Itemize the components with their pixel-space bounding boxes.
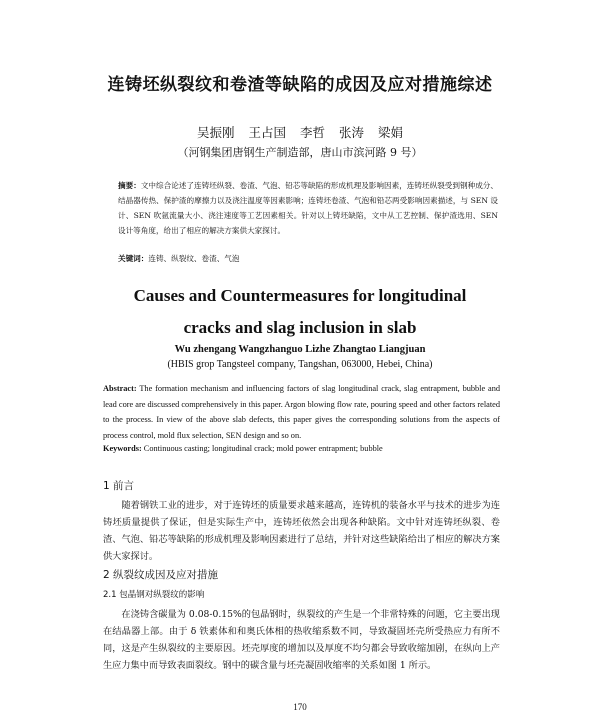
english-affiliation: (HBIS grop Tangsteel company, Tangshan, 063000, Hebei, China)	[167, 359, 433, 370]
english-keywords	[103, 444, 500, 453]
english-keywords-text: Continuous casting; longitudinal crack; mold power entrapment; bubble	[141, 444, 383, 453]
english-abstract-text: The formation mechanism and influencing factors of slag longitudinal crack, slag entrapment, bubble and lead core are discussed comprehensively in this paper. Argon blowing flow rate, pouring speed and other factors related to the process. In view of the above slab defects, this paper gives the corresponding solutions from the aspects of process control, mold flux selection, SEN design and so on.	[103, 384, 500, 440]
english-authors: Wu zhengang Wangzhanguo Lizhe Zhangtao Liangjuan	[174, 344, 426, 355]
english-abstract-label: Abstract:	[103, 384, 137, 393]
chinese-keywords-label: 关键词：	[118, 254, 149, 263]
english-title-line2: cracks and slag inclusion in slab	[183, 318, 417, 337]
section-2-1-heading: 2.1 包晶钢对纵裂纹的影响	[103, 590, 205, 600]
english-title-line1: Causes and Countermeasures for longitudinal	[133, 286, 467, 305]
chinese-abstract-label: 摘要：	[118, 181, 141, 190]
chinese-abstract	[118, 178, 498, 238]
section-2-1-paragraph: 在浇铸含碳量为 0.08-0.15%的包晶钢时，纵裂纹的产生是一个非常特殊的问题，它主要出现在结晶器上部。由于 δ 铁素体和和奥氏体相的热收缩系数不同，导致凝固坯壳所受热应力有所不同，这是产生纵裂纹的主要原因。坯壳厚度的增加以及厚度不均匀都会导致收缩加剧，在纵向上产生应力集中而导致表面裂纹。钢中的碳含量与坯壳凝固收缩率的关系如图 1 所示。	[103, 609, 500, 671]
page-number: 170	[293, 702, 307, 712]
english-abstract	[103, 381, 500, 443]
chinese-keywords	[118, 253, 498, 264]
chinese-title: 连铸坯纵裂纹和卷渣等缺陷的成因及应对措施综述	[107, 75, 493, 95]
chinese-abstract-text: 文中综合论述了连铸坯纵裂、卷渣、气泡、铅芯等缺陷的形成机理及影响因素，连铸坯纵裂受到钢种成分、结晶器传热、保护渣的摩擦力以及浇注温度等因素影响；连铸坯卷渣、气泡和铅芯两受影响因素描述，与 SEN 设计、SEN 吹氩流量大小、浇注速度等工艺因素相关。针对以上铸坯缺陷，文中从工艺控制、保护渣选用、SEN 设计等角度，给出了相应的解决方案供大家探讨。	[118, 181, 499, 235]
section-2-heading: 2 纵裂纹成因及应对措施	[103, 569, 219, 581]
chinese-authors: 吴振刚 王占国 李哲 张涛 梁娟	[197, 125, 403, 140]
section-1-paragraph: 随着钢铁工业的进步，对于连铸坯的质量要求越来越高，连铸机的装备水平与技术的进步为连铸坯质量提供了保证，但是实际生产中，连铸坯依然会出现各种缺陷。文中针对连铸坯纵裂、卷渣、气泡、铅芯等缺陷的形成机理及影响因素进行了总结，并针对这些缺陷给出了相应的解决方案供大家探讨。	[103, 500, 500, 562]
chinese-keywords-text: 连铸、纵裂纹、卷渣、气泡	[148, 254, 240, 263]
section-1-heading: 1 前言	[103, 480, 135, 492]
english-keywords-label: Keywords:	[103, 444, 142, 453]
chinese-affiliation: （河钢集团唐钢生产制造部，唐山市滨河路 9 号）	[177, 146, 423, 159]
